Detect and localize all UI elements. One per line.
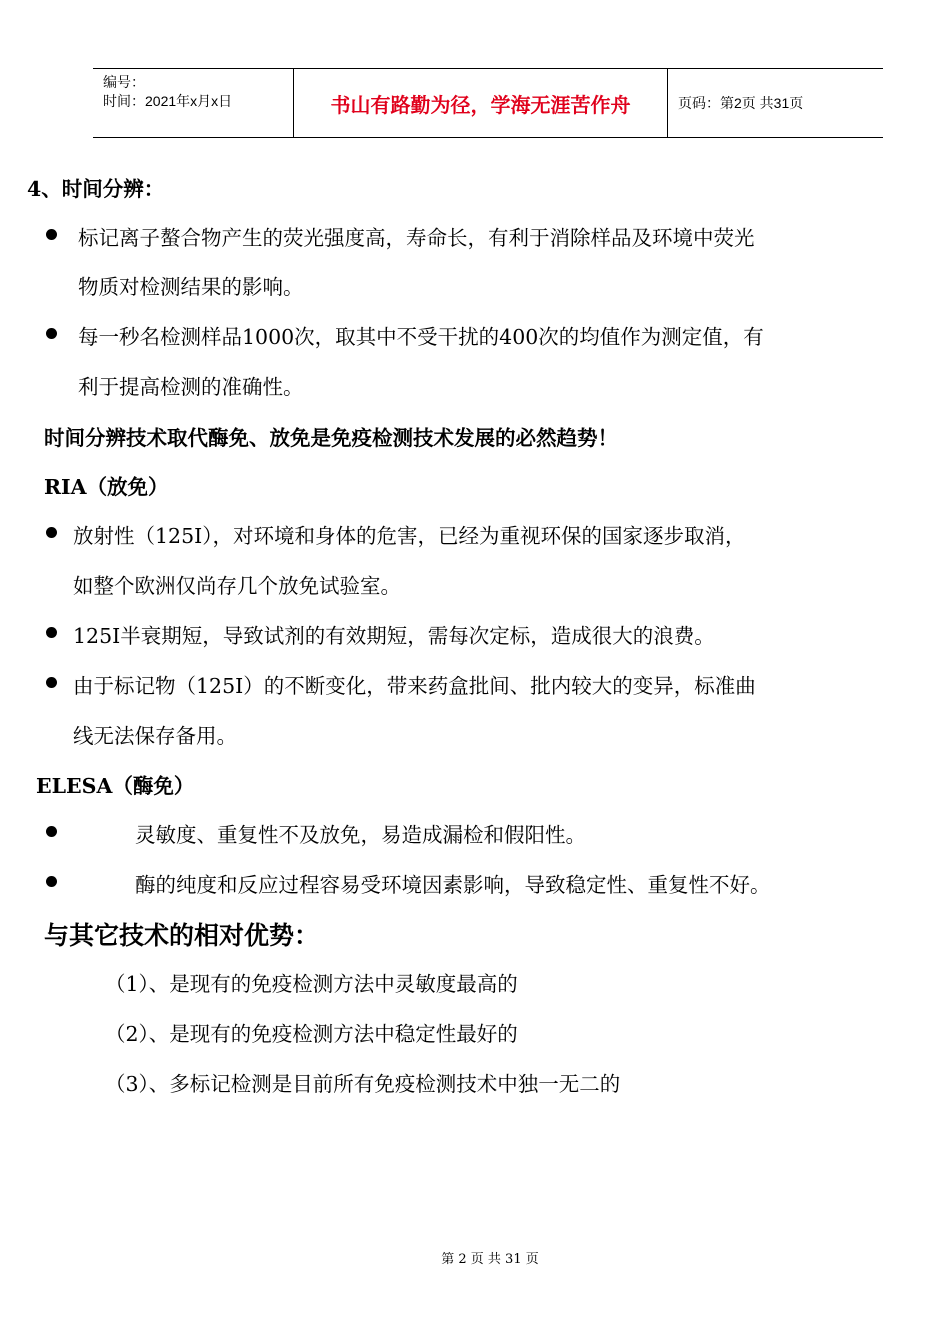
s4-bullet-2-line-2: 利于提高检测的准确性。 bbox=[78, 375, 304, 399]
elesa-title: ELESA（酶免） bbox=[36, 774, 195, 798]
section-4-title: 4、时间分辨： bbox=[27, 177, 165, 201]
bullet-icon bbox=[46, 627, 57, 638]
ria-bullet-2: 125I半衰期短，导致试剂的有效期短，需每次定标，造成很大的浪费。 bbox=[73, 624, 715, 648]
conclusion-heading: 时间分辨技术取代酶免、放免是免疫检测技术发展的必然趋势！ bbox=[44, 426, 618, 450]
ria-bullet-1-line-1: 放射性（125I），对环境和身体的危害，已经为重视环保的国家逐步取消， bbox=[73, 524, 746, 548]
advantage-item-3: （3）、多标记检测是目前所有免疫检测技术中独一无二的 bbox=[105, 1072, 621, 1096]
ria-bullet-3-line-1: 由于标记物（125I）的不断变化，带来药盒批间、批内较大的变异，标准曲 bbox=[73, 674, 756, 698]
bullet-icon bbox=[46, 229, 57, 240]
bullet-icon bbox=[46, 826, 57, 837]
header-page-info: 页码：第2页 共31页 bbox=[678, 95, 804, 111]
page-footer: 第 2 页 共 31 页 bbox=[441, 1252, 539, 1267]
elesa-bullet-1: 灵敏度、重复性不及放免，易造成漏检和假阳性。 bbox=[135, 823, 586, 847]
bullet-icon bbox=[46, 527, 57, 538]
header-motto: 书山有路勤为径，学海无涯苦作舟 bbox=[294, 69, 668, 137]
advantage-item-1: （1）、是现有的免疫检测方法中灵敏度最高的 bbox=[105, 972, 518, 996]
s4-bullet-1-line-1: 标记离子螯合物产生的荧光强度高，寿命长，有利于消除样品及环境中荧光 bbox=[78, 226, 755, 250]
advantages-title: 与其它技术的相对优势： bbox=[44, 921, 320, 950]
bullet-icon bbox=[46, 876, 57, 887]
header-time-label: 时间：2021年x月x日 bbox=[103, 93, 233, 109]
bullet-icon bbox=[46, 328, 57, 339]
advantage-item-2: （2）、是现有的免疫检测方法中稳定性最好的 bbox=[105, 1022, 518, 1046]
bullet-icon bbox=[46, 677, 57, 688]
header-number-label: 编号： bbox=[103, 74, 145, 90]
ria-bullet-1-line-2: 如整个欧洲仅尚存几个放免试验室。 bbox=[73, 574, 401, 598]
elesa-bullet-2: 酶的纯度和反应过程容易受环境因素影响，导致稳定性、重复性不好。 bbox=[135, 873, 771, 897]
header-meta bbox=[93, 69, 294, 137]
ria-title: RIA（放免） bbox=[44, 475, 169, 499]
ria-bullet-3-line-2: 线无法保存备用。 bbox=[73, 724, 237, 748]
page-header bbox=[93, 68, 883, 138]
s4-bullet-2-line-1: 每一秒名检测样品1000次，取其中不受干扰的400次的均值作为测定值，有 bbox=[78, 325, 764, 349]
s4-bullet-1-line-2: 物质对检测结果的影响。 bbox=[78, 275, 304, 299]
